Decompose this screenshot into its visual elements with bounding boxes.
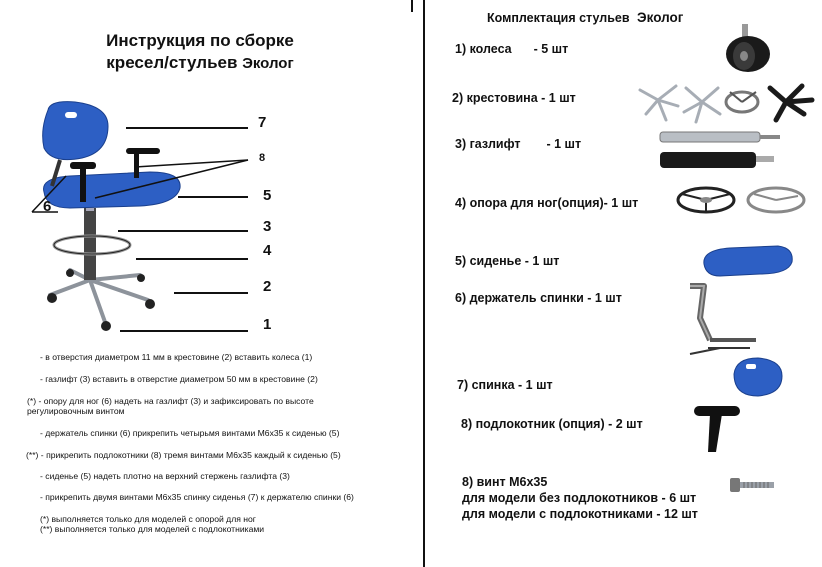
note-armrests: (**) выполняется только для моделей с подлокотниками: [40, 524, 265, 534]
step-6: - сиденье (5) надеть плотно на верхний стержень газлифта (3): [40, 471, 290, 481]
leader-1: [120, 330, 248, 332]
kit-item-base: 2) крестовина - 1 шт: [452, 91, 576, 105]
leader-7: [126, 127, 248, 129]
callout-6: 6: [43, 198, 52, 215]
kit-item-armrest: 8) подлокотник (опция) - 2 шт: [461, 417, 643, 431]
step-1: - в отверстия диаметром 11 мм в крестовине (2) вставить колеса (1): [40, 352, 313, 362]
kit-item-gaslift: 3) газлифт - 1 шт: [455, 137, 582, 151]
screw-qty-with-armrests: для модели с подлокотниками - 12 шт: [462, 507, 698, 521]
kit-item-screw: [462, 474, 698, 522]
divider-top: [411, 0, 413, 12]
step-5: (**) - прикрепить подлокотники (8) тремя винтами М6х35 каждый к сиденью (5): [26, 450, 341, 460]
kit-item-back-holder: 6) держатель спинки - 1 шт: [455, 291, 622, 305]
instructions-title-line2: кресел/стульев Эколог: [106, 53, 294, 72]
leader-5: [178, 196, 248, 198]
seat-icon: [700, 240, 796, 280]
kit-brand: Эколог: [637, 10, 684, 25]
chair-assembly-diagram: [30, 100, 190, 340]
instructions-title-line1: Инструкция по сборке: [106, 31, 294, 50]
kit-item-seat: 5) сиденье - 1 шт: [455, 254, 560, 268]
callout-7: 7: [258, 114, 267, 131]
leader-8: [80, 150, 250, 210]
footrest-icon: [676, 184, 808, 218]
step-3: (*) - опору для ног (6) надеть на газлифт (3) и зафиксировать по высоте регулировочным винтом: [27, 396, 314, 416]
callout-4: 4: [263, 242, 272, 259]
back-holder-icon: [680, 278, 762, 362]
base-icon: [636, 78, 822, 126]
chair-base: [50, 270, 148, 322]
leader-4: [136, 258, 248, 260]
callout-1: 1: [263, 316, 272, 333]
armrest-icon: [690, 402, 746, 458]
kit-item-backrest: 7) спинка - 1 шт: [457, 378, 553, 392]
leader-2: [174, 292, 248, 294]
callout-5: 5: [263, 187, 272, 204]
page-divider: [423, 0, 425, 567]
leader-3: [118, 230, 248, 232]
step-7: - прикрепить двумя винтами М6х35 спинку сиденья (7) к держателю спинки (6): [40, 492, 354, 502]
backrest-icon: [730, 356, 786, 398]
screw-title: 8) винт М6х35: [462, 475, 548, 489]
kit-item-wheels: 1) колеса - 5 шт: [455, 42, 569, 56]
chair-gaslift: [84, 208, 96, 280]
kit-item-footrest: 4) опора для ног(опция)- 1 шт: [455, 196, 639, 210]
step-2: - газлифт (3) вставить в отверстие диаметром 50 мм в крестовине (2): [40, 374, 318, 384]
brand-name: Эколог: [242, 55, 294, 72]
kit-title: Комплектация стульев Эколог: [487, 10, 684, 25]
screw-icon: [728, 476, 776, 494]
callout-3: 3: [263, 218, 272, 235]
wheel-icon: [722, 22, 778, 74]
step-4: - держатель спинки (6) прикрепить четырьмя винтами М6х35 к сиденью (5): [40, 428, 340, 438]
callout-2: 2: [263, 278, 272, 295]
instructions-title: [70, 30, 330, 75]
note-footrest: (*) выполняется только для моделей с опорой для ног: [40, 514, 256, 524]
gaslift-icon: [656, 126, 786, 174]
callout-8: 8: [259, 152, 266, 164]
screw-qty-no-armrests: для модели без подлокотников - 6 шт: [462, 491, 697, 505]
